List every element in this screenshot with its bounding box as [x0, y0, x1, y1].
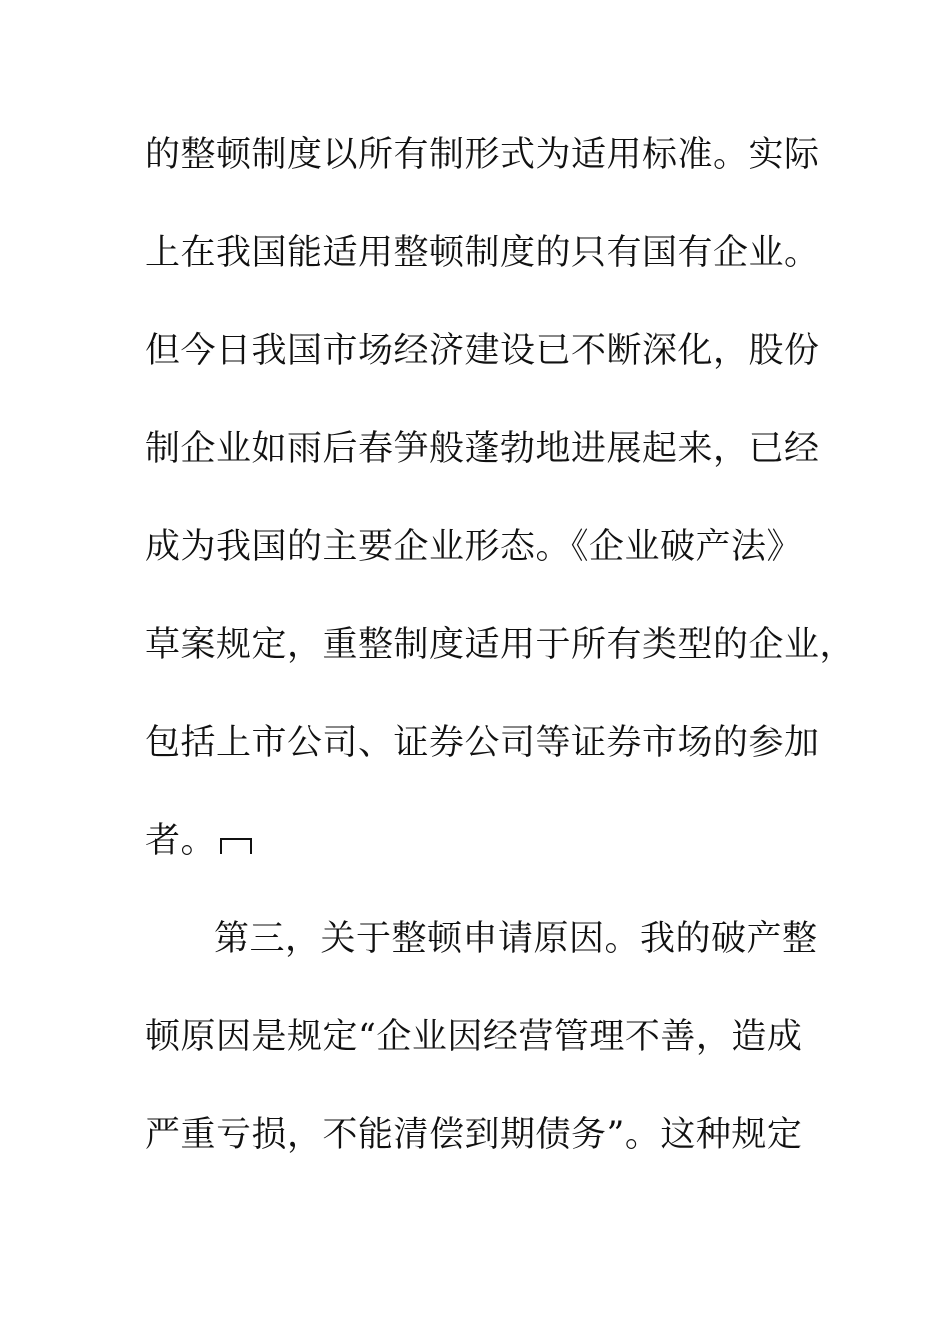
text-line-8-wrapper: [145, 816, 825, 866]
text-line-3: 但今日我国市场经济建设已不断深化，股份: [145, 331, 820, 371]
text-line-9: 第三，关于整顿申请原因。我的破产整: [214, 919, 818, 959]
text-line-1: 的整顿制度以所有制形式为适用标准。实际: [145, 135, 820, 175]
text-line-4: 制企业如雨后春笋般蓬勃地进展起来，已经: [145, 429, 820, 469]
text-line-2: 上在我国能适用整顿制度的只有国有企业。: [145, 233, 820, 273]
text-line-6: 草案规定，重整制度适用于所有类型的企业，: [145, 625, 856, 665]
text-line-10: 顿原因是规定“企业因经营管理不善，造成: [145, 1017, 803, 1057]
text-line-11: 严重亏损，不能清偿到期债务”。这种规定: [145, 1115, 803, 1155]
text-line-7: 包括上市公司、证券公司等证券市场的参加: [145, 723, 820, 763]
text-line-5: 成为我国的主要企业形态。《企业破产法》: [145, 527, 803, 567]
text-line-8: 者。: [145, 821, 217, 861]
paragraph-mark-icon: [220, 838, 252, 854]
